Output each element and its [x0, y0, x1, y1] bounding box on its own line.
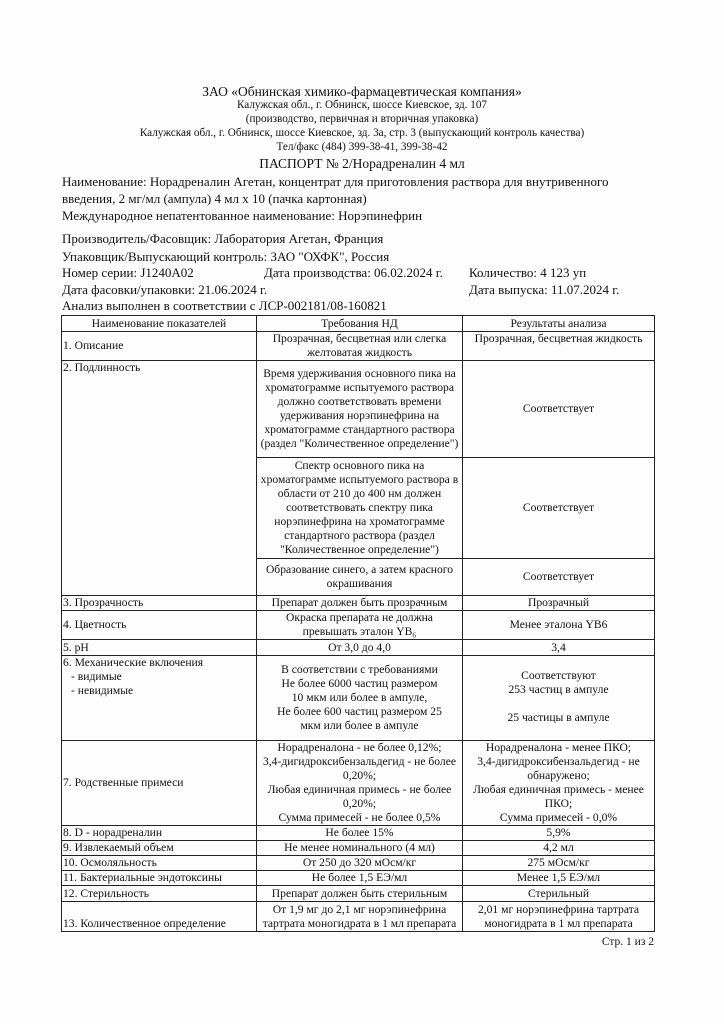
row-result: Соответствует [463, 559, 655, 596]
row-name: 12. Стерильность [62, 886, 257, 902]
res-line: Соответствуют [521, 669, 596, 682]
series-number: Номер серии: J1240A02 [62, 265, 194, 280]
address-production-note: (производство, первичная и вторичная упаковка) [245, 113, 479, 125]
row-result: 4,2 мл [463, 841, 655, 856]
row-result [463, 741, 655, 826]
row-result: 5,9% [463, 826, 655, 841]
row-name-sub: - видимые [71, 670, 122, 683]
row-name: 3. Прозрачность [62, 596, 257, 611]
table-row [62, 856, 655, 871]
row-requirement: Время удерживания основного пика на хроматограмме испытуемого раствора должно соответствовать времени удерживания норэпинефрина на хроматограмме стандартного раствора (раздел "Количественное определение") [257, 361, 463, 458]
row-name: 8. D - норадреналин [62, 826, 257, 841]
row-result: Прозрачный [463, 596, 655, 611]
header-name: Наименование показателей [62, 316, 257, 332]
row-requirement: От 250 до 320 мОсм/кг [257, 856, 463, 871]
row-result: Стерильный [463, 886, 655, 902]
passport-title: ПАСПОРТ № 2/Норадреналин 4 мл [259, 156, 465, 171]
inn: Международное непатентованное наименование: Норэпинефрин [62, 208, 423, 223]
row-requirement: Препарат должен быть стерильным [257, 886, 463, 902]
row-result: 3,4 [463, 640, 655, 656]
header-results: Результаты анализа [463, 316, 655, 332]
packer: Упаковщик/Выпускающий контроль: ЗАО "ОХФК", Россия [62, 249, 390, 264]
req-line: В соответствии с требованиями [281, 663, 438, 676]
product-name-line2: введения, 2 мг/мл (ампула) 4 мл х 10 (пачка картонная) [62, 191, 367, 206]
table-row [62, 656, 655, 741]
row-requirement: Препарат должен быть прозрачным [257, 596, 463, 611]
row-result: 275 мОсм/кг [463, 856, 655, 871]
req-line: Не более 6000 частиц размером 10 мкм или более в ампуле, [281, 677, 438, 704]
row-name-sub: - невидимые [71, 684, 134, 697]
req-line: 3,4-дигидроксибензальдегид - не более 0,20%; [262, 755, 457, 782]
res-line: 253 частиц в ампуле [508, 683, 609, 696]
table-row [62, 640, 655, 656]
row-name: 13. Количественное определение [62, 902, 257, 932]
req-line: Не более 600 частиц размером 25 мкм или более в ампуле [277, 705, 442, 732]
production-date: Дата производства: 06.02.2024 г. [264, 265, 443, 280]
table-section [61, 315, 654, 949]
res-line: Норадреналона - менее ПКО; [485, 741, 632, 754]
row-name: 9. Извлекаемый объем [62, 841, 257, 856]
address-qc: Калужская обл., г. Обнинск, шоссе Киевское, зд. 3а, стр. 3 (выпускающий контроль качества) [139, 127, 585, 139]
row-requirement [257, 741, 463, 826]
analysis-basis: Анализ выполнен в соответствии с ЛСР-002181/08-160821 [62, 298, 387, 313]
table-row [62, 332, 655, 361]
row-name: 5. pH [62, 640, 257, 656]
table-row [62, 902, 655, 932]
res-line: Сумма примесей - 0,0% [499, 811, 618, 824]
address-production: Калужская обл., г. Обнинск, шоссе Киевское, зд. 107 [236, 99, 488, 111]
packing-date: Дата фасовки/упаковки: 21.06.2024 г. [62, 282, 268, 297]
table-row [62, 596, 655, 611]
row-requirement: Не менее номинального (4 мл) [257, 841, 463, 856]
header-requirements: Требования НД [257, 316, 463, 332]
row-requirement: Прозрачная, бесцветная или слегка желтоватая жидкость [257, 332, 463, 361]
row-name: 10. Осмоляльность [62, 856, 257, 871]
row-requirement: Образование синего, а затем красного окрашивания [257, 559, 463, 596]
table-row [62, 841, 655, 856]
req-line: Сумма примесей - не более 0,5% [278, 811, 441, 824]
row-requirement: От 1,9 мг до 2,1 мг норэпинефрина тартрата моногидрата в 1 мл препарата [257, 902, 463, 932]
row-name: 1. Описание [62, 332, 257, 361]
table-row [62, 871, 655, 886]
row-requirement: Не более 1,5 ЕЭ/мл [257, 871, 463, 886]
row-result: Прозрачная, бесцветная жидкость [463, 332, 655, 361]
product-name-line1: Наименование: Норадреналин Агетан, концентрат для приготовления раствора для внутривенного [62, 174, 609, 189]
row-name-text: 6. Механические включения [63, 656, 204, 669]
row-result: Менее эталона YB6 [463, 611, 655, 640]
row-result: Соответствует [463, 458, 655, 559]
series-row [62, 265, 586, 281]
row-result [463, 656, 655, 741]
req-line: Норадреналона - не более 0,12%; [277, 741, 442, 754]
req-line: Любая единичная примесь - не более 0,20%; [267, 783, 452, 810]
company-name: ЗАО «Обнинская химико-фармацевтическая компания» [202, 84, 522, 99]
table-row [62, 361, 655, 458]
quantity: Количество: 4 123 уп [469, 265, 587, 280]
release-date: Дата выпуска: 11.07.2024 г. [469, 282, 620, 297]
row-requirement [257, 656, 463, 741]
table-row [62, 886, 655, 902]
row-name [62, 656, 257, 741]
table-row [62, 741, 655, 826]
row-result: Соответствует [463, 361, 655, 458]
dates-row [62, 282, 619, 298]
table-header [62, 316, 655, 332]
phone: Тел/факс (484) 399-38-41, 399-38-42 [276, 141, 448, 153]
row-name: 2. Подлинность [62, 361, 257, 596]
row-requirement: Не более 15% [257, 826, 463, 841]
row-result: Менее 1,5 ЕЭ/мл [463, 871, 655, 886]
table-row [62, 611, 655, 640]
row-requirement: Окраска препарата не должна превышать эталон YB₆ [257, 611, 463, 640]
row-name: 11. Бактериальные эндотоксины [62, 871, 257, 886]
res-line: 25 частицы в ампуле [507, 711, 610, 724]
row-requirement: Спектр основного пика на хроматограмме испытуемого раствора в области от 210 до 400 нм должен соответствовать спектру пика норэпинефрина на хроматограмме стандартного раствора (раздел "Количественное определение") [257, 458, 463, 559]
row-requirement: От 3,0 до 4,0 [257, 640, 463, 656]
res-line: Любая единичная примесь - менее ПКО; [473, 783, 644, 810]
row-result: 2,01 мг норэпинефрина тартрата моногидрата в 1 мл препарата [463, 902, 655, 932]
res-line: 3,4-дигидроксибензальдегид - не обнаружено; [477, 755, 640, 782]
row-name: 4. Цветность [62, 611, 257, 640]
manufacturer: Производитель/Фасовщик: Лаборатория Агетан, Франция [62, 231, 384, 246]
analysis-table [61, 315, 655, 932]
page-number: Стр. 1 из 2 [601, 936, 654, 948]
row-name: 7. Родственные примеси [62, 741, 257, 826]
table-row [62, 826, 655, 841]
